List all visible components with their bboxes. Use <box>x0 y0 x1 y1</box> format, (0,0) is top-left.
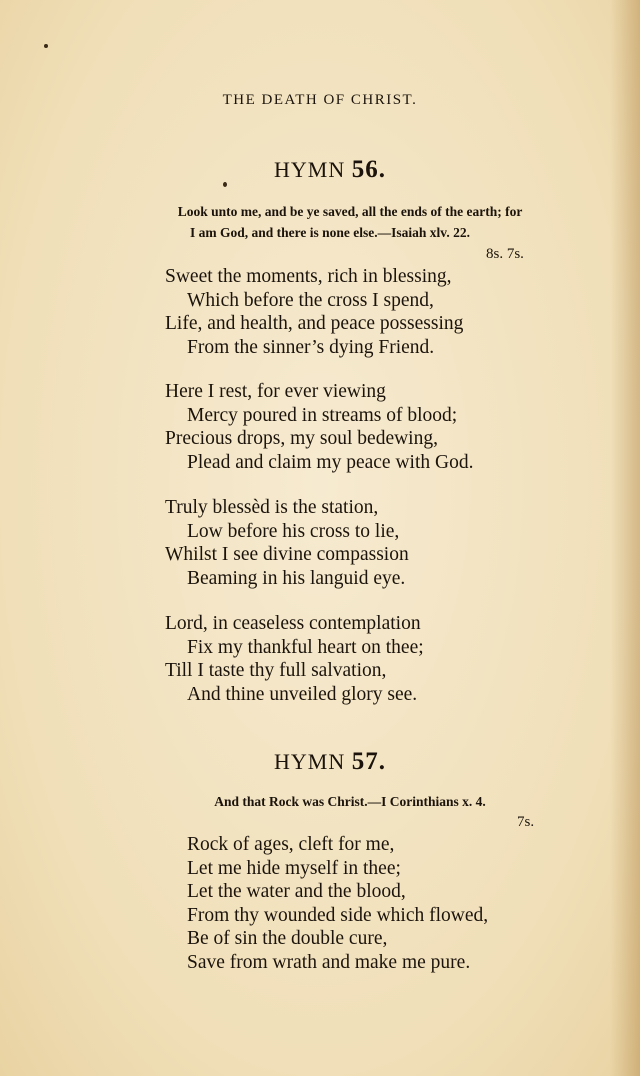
verse-line: Let me hide myself in thee; <box>187 857 401 879</box>
hymn-title <box>0 748 640 776</box>
verse-line: Till I taste thy full salvation, <box>165 660 387 681</box>
verse-line: Beaming in his languid eye. <box>187 567 406 589</box>
epigraph-line: Look unto me, and be ye saved, all the ends of the earth; for <box>177 204 523 219</box>
verse-line: Precious drops, my soul bedewing, <box>165 428 438 449</box>
hymn-number: 57. <box>351 748 386 775</box>
meter-label: 8s. 7s. <box>486 246 524 262</box>
verse-line: From the sinner’s dying Friend. <box>187 336 435 358</box>
stanza <box>165 380 473 474</box>
verse-line: Fix my thankful heart on thee; <box>187 636 424 658</box>
verse-line: Let the water and the blood, <box>187 881 406 902</box>
verse-line: Here I rest, for ever viewing <box>165 381 386 402</box>
verse-line: Rock of ages, cleft for me, <box>187 834 395 855</box>
verse-line: From thy wounded side which flowed, <box>187 904 489 926</box>
verse-line: Truly blessèd is the station, <box>165 497 379 518</box>
stanza <box>165 265 463 359</box>
verse-line: Lord, in ceaseless contemplation <box>165 613 421 634</box>
meter-label: 7s. <box>517 814 535 830</box>
stanza <box>165 496 409 590</box>
stanza <box>187 833 488 974</box>
epigraph <box>0 201 640 243</box>
verse-line: Low before his cross to lie, <box>187 520 400 542</box>
running-head: THE DEATH OF CHRIST. <box>222 92 418 108</box>
verse-line: Life, and health, and peace possessing <box>165 313 464 334</box>
hymn-title <box>0 156 640 184</box>
verse-line: Mercy poured in streams of blood; <box>187 404 458 426</box>
verse-line: Be of sin the double cure, <box>187 928 388 949</box>
ink-speck <box>44 44 48 48</box>
verse-line: Sweet the moments, rich in blessing, <box>165 266 452 287</box>
epigraph-line: And that Rock was Christ.—I Corinthians x. 4. <box>214 794 486 809</box>
verse-line: Save from wrath and make me pure. <box>187 951 471 973</box>
hymn-number: 56. <box>351 156 386 183</box>
verse-line: And thine unveiled glory see. <box>187 683 418 705</box>
hymn-label: HYMN <box>274 157 352 182</box>
verse-line: Plead and claim my peace with God. <box>187 451 474 473</box>
hymn-label: HYMN <box>274 749 352 774</box>
verse-line: Whilst I see divine compassion <box>165 544 409 565</box>
stanza <box>165 612 424 706</box>
epigraph-line: I am God, and there is none else.—Isaiah xlv. 22. <box>190 225 470 240</box>
verse-line: Which before the cross I spend, <box>187 289 434 311</box>
epigraph <box>0 791 640 812</box>
